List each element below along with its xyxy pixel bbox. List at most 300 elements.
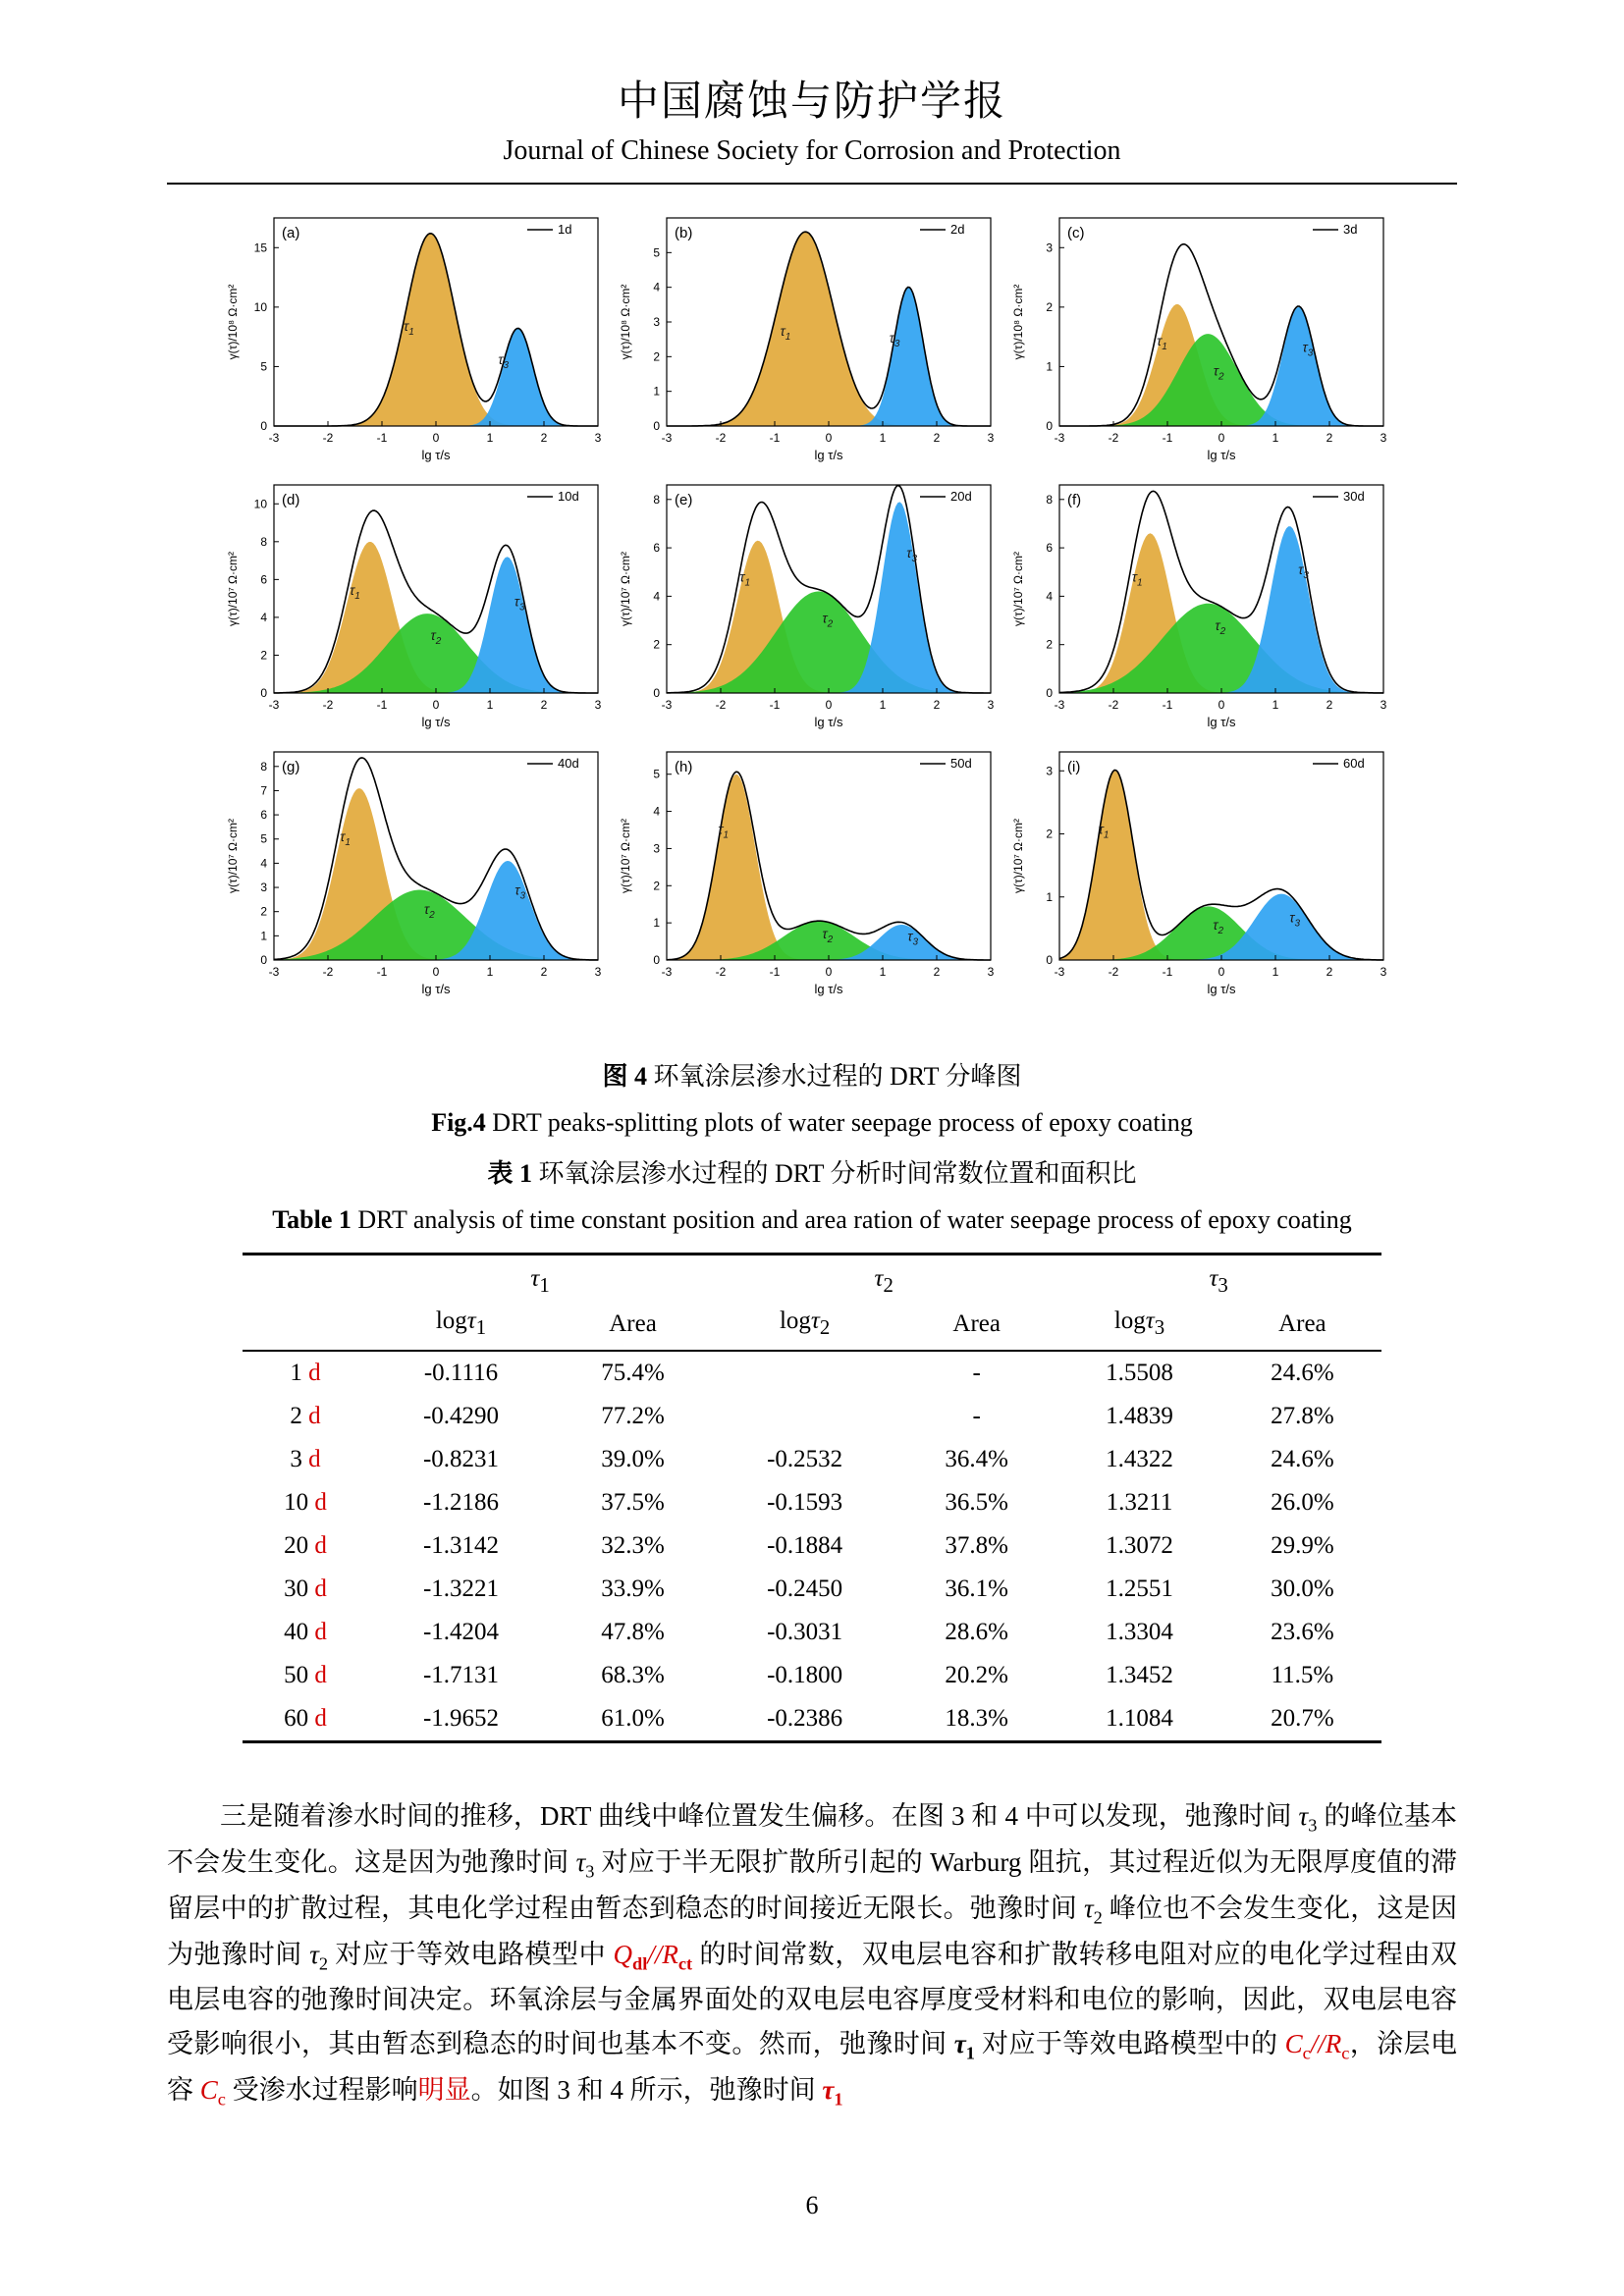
text-run: 明显 bbox=[417, 2075, 471, 2106]
table1-subheader-empty bbox=[243, 1300, 368, 1351]
drt-chart-d bbox=[223, 473, 608, 730]
table-row bbox=[243, 1481, 1381, 1524]
y-tick-label: 4 bbox=[653, 280, 660, 294]
x-tick-label: 0 bbox=[1218, 698, 1225, 712]
drt-subplot-e bbox=[616, 473, 1008, 730]
cell-logt1: -1.7131 bbox=[422, 1662, 500, 1688]
cell-area2: 28.6% bbox=[945, 1619, 1008, 1645]
x-tick-label: 2 bbox=[933, 965, 941, 979]
x-tick-label: 0 bbox=[432, 431, 440, 445]
cell-area3: 29.9% bbox=[1271, 1532, 1334, 1559]
legend-label: 40d bbox=[558, 756, 579, 771]
x-tick-label: 2 bbox=[1326, 965, 1333, 979]
x-tick-label: 2 bbox=[1326, 698, 1333, 712]
y-tick-label: 5 bbox=[653, 767, 660, 781]
table1-col-area1: Area bbox=[554, 1300, 712, 1351]
x-tick-label: 0 bbox=[825, 965, 833, 979]
y-tick-label: 1 bbox=[653, 384, 660, 399]
panel-label: (d) bbox=[282, 492, 300, 508]
tau2-annotation: $\tau_2$ bbox=[822, 926, 834, 946]
text-run: 1 bbox=[834, 2089, 843, 2109]
tau3-annotation: $\tau_3$ bbox=[1302, 339, 1314, 359]
y-tick-label: 2 bbox=[653, 879, 660, 893]
table1-col-logtau3: logτ$_3$ bbox=[1056, 1300, 1222, 1351]
y-tick-label: 2 bbox=[653, 637, 660, 652]
table1-caption-cn bbox=[167, 1153, 1457, 1190]
text-run: ct bbox=[677, 1952, 693, 1973]
text-run: 2 bbox=[1093, 1907, 1103, 1928]
tau1-annotation: $\tau_1$ bbox=[340, 828, 351, 849]
x-tick-label: -3 bbox=[661, 431, 673, 445]
x-tick-label: 1 bbox=[1272, 965, 1279, 979]
y-tick-label: 8 bbox=[653, 492, 660, 507]
x-axis-label: lg τ/s bbox=[814, 448, 843, 462]
x-tick-label: 0 bbox=[1218, 431, 1225, 445]
tau1-annotation: $\tau_1$ bbox=[718, 821, 730, 841]
cell-logt2: -0.2386 bbox=[767, 1705, 843, 1732]
cell-logt3: 1.4839 bbox=[1106, 1403, 1173, 1429]
x-axis-label: lg τ/s bbox=[421, 448, 451, 462]
x-tick-label: 1 bbox=[486, 965, 494, 979]
x-tick-label: 3 bbox=[1380, 431, 1387, 445]
y-tick-label: 6 bbox=[1046, 541, 1053, 556]
text-run: τ bbox=[309, 1939, 319, 1969]
legend-label: 1d bbox=[558, 222, 572, 237]
journal-title-en: Journal of Chinese Society for Corrosion and Protection bbox=[503, 135, 1121, 166]
y-axis-label: γ(τ)/10⁷ Ω·cm² bbox=[1011, 551, 1025, 627]
x-axis-label: lg τ/s bbox=[1207, 448, 1236, 462]
cell-logt2: -0.1800 bbox=[767, 1662, 843, 1688]
text-run: 对应于等效电路模型中的 bbox=[974, 2029, 1285, 2059]
text-run: 2 bbox=[318, 1952, 329, 1973]
drt-subplot-g bbox=[223, 740, 616, 997]
cell-area1: 68.3% bbox=[601, 1662, 665, 1688]
cell-logt1: -1.2186 bbox=[422, 1489, 500, 1516]
y-axis-label: γ(τ)/10⁸ Ω·cm² bbox=[619, 284, 632, 360]
tau3-annotation: $\tau_3$ bbox=[514, 593, 525, 614]
y-tick-label: 5 bbox=[653, 245, 660, 260]
cell-area2: 18.3% bbox=[945, 1705, 1008, 1732]
table1-col-area3: Area bbox=[1223, 1300, 1381, 1351]
table1-group-tau2: $\tau_2$ bbox=[874, 1265, 893, 1297]
table1-subheader-row bbox=[243, 1300, 1381, 1351]
drt-subplot-f bbox=[1008, 473, 1401, 730]
x-tick-label: 1 bbox=[486, 431, 494, 445]
y-tick-label: 1 bbox=[1046, 359, 1053, 374]
figure4-caption-cn-label: 图 4 bbox=[602, 1062, 648, 1091]
text-run: Q bbox=[613, 1939, 633, 1969]
y-tick-label: 8 bbox=[260, 534, 267, 549]
cell-logt3: 1.4322 bbox=[1106, 1446, 1173, 1472]
cell-logt3: 1.1084 bbox=[1106, 1705, 1173, 1732]
cell-area1: 61.0% bbox=[601, 1705, 665, 1732]
x-tick-label: -2 bbox=[715, 698, 727, 712]
figure4-caption-en bbox=[167, 1108, 1457, 1138]
tau3-annotation: $\tau_3$ bbox=[1298, 561, 1309, 582]
cell-logt3: 1.3304 bbox=[1106, 1619, 1173, 1645]
panel-label: (e) bbox=[675, 492, 693, 508]
cell-day: 2 d bbox=[290, 1403, 321, 1429]
cell-area3: 24.6% bbox=[1271, 1360, 1334, 1386]
tau1-annotation: $\tau_1$ bbox=[404, 318, 414, 339]
y-axis-label: γ(τ)/10⁷ Ω·cm² bbox=[226, 551, 240, 627]
text-run: C bbox=[199, 2075, 218, 2106]
x-tick-label: -2 bbox=[322, 965, 334, 979]
tau1-annotation: $\tau_1$ bbox=[780, 323, 791, 344]
x-tick-label: 3 bbox=[987, 965, 995, 979]
x-tick-label: -2 bbox=[715, 431, 727, 445]
cell-logt3: 1.3072 bbox=[1106, 1532, 1173, 1559]
text-run: τ bbox=[1298, 1801, 1309, 1831]
y-tick-label: 8 bbox=[1046, 492, 1053, 507]
legend-label: 3d bbox=[1343, 222, 1358, 237]
y-tick-label: 1 bbox=[260, 929, 267, 943]
legend-label: 2d bbox=[950, 222, 965, 237]
text-run: 的峰位基本不会发生变化。这是因为弛豫时间 bbox=[167, 1801, 1458, 1877]
text-run: // bbox=[1310, 2029, 1326, 2059]
legend-label: 30d bbox=[1343, 489, 1365, 504]
tau2-annotation: $\tau_2$ bbox=[1213, 362, 1224, 383]
y-tick-label: 3 bbox=[1046, 764, 1053, 778]
legend-label: 50d bbox=[950, 756, 972, 771]
panel-label: (f) bbox=[1067, 492, 1082, 508]
legend-label: 60d bbox=[1343, 756, 1365, 771]
x-tick-label: -1 bbox=[1162, 698, 1173, 712]
table1-caption-cn-label: 表 1 bbox=[487, 1159, 533, 1188]
cell-area3: 27.8% bbox=[1271, 1403, 1334, 1429]
cell-area1: 33.9% bbox=[601, 1575, 665, 1602]
legend-label: 10d bbox=[558, 489, 579, 504]
x-tick-label: 3 bbox=[1380, 965, 1387, 979]
cell-logt2: -0.1884 bbox=[767, 1532, 843, 1559]
cell-day: 50 d bbox=[284, 1662, 327, 1688]
panel-label: (b) bbox=[675, 225, 693, 241]
panel-label: (c) bbox=[1067, 225, 1085, 241]
drt-subplot-h bbox=[616, 740, 1008, 997]
x-tick-label: 2 bbox=[540, 965, 548, 979]
x-tick-label: 1 bbox=[879, 965, 887, 979]
cell-logt3: 1.5508 bbox=[1106, 1360, 1173, 1386]
table1-group-row bbox=[243, 1255, 1381, 1301]
panel-label: (i) bbox=[1067, 759, 1081, 775]
y-tick-label: 2 bbox=[260, 648, 267, 663]
table1-col-logtau2: logτ$_2$ bbox=[712, 1300, 897, 1351]
cell-area2: - bbox=[972, 1360, 981, 1386]
cell-area1: 39.0% bbox=[601, 1446, 665, 1472]
text-run: 峰位也不会发生变化，这是因为弛豫时间 bbox=[167, 1893, 1458, 1969]
x-tick-label: -3 bbox=[1054, 431, 1065, 445]
text-run: 3 bbox=[585, 1861, 595, 1882]
text-run: C bbox=[1284, 2029, 1303, 2059]
cell-day: 30 d bbox=[284, 1575, 327, 1602]
x-tick-label: -3 bbox=[661, 965, 673, 979]
x-tick-label: -3 bbox=[268, 965, 280, 979]
y-tick-label: 2 bbox=[260, 904, 267, 919]
cell-day: 40 d bbox=[284, 1619, 327, 1645]
y-tick-label: 2 bbox=[1046, 299, 1053, 314]
table1-caption-cn-text: 环氧涂层渗水过程的 DRT 分析时间常数位置和面积比 bbox=[532, 1159, 1137, 1188]
cell-logt1: -0.4290 bbox=[422, 1403, 500, 1429]
x-tick-label: 3 bbox=[594, 431, 602, 445]
drt-chart-h bbox=[616, 740, 1001, 997]
page-number: 6 bbox=[805, 2190, 819, 2219]
cell-logt2 bbox=[712, 1395, 897, 1438]
y-tick-label: 1 bbox=[1046, 889, 1053, 904]
x-tick-label: 0 bbox=[1218, 965, 1225, 979]
text-run: c bbox=[217, 2089, 226, 2109]
x-axis-label: lg τ/s bbox=[421, 982, 451, 996]
text-run: R bbox=[1325, 2029, 1342, 2059]
drt-subplot-i bbox=[1008, 740, 1401, 997]
text-run: 3 bbox=[1308, 1815, 1318, 1836]
y-tick-label: 0 bbox=[260, 953, 267, 967]
figure4-caption-en-text: DRT peaks-splitting plots of water seepage process of epoxy coating bbox=[485, 1108, 1193, 1137]
peak-tau1 bbox=[667, 232, 991, 426]
y-axis-label: γ(τ)/10⁷ Ω·cm² bbox=[619, 551, 632, 627]
cell-logt1: -0.1116 bbox=[423, 1360, 499, 1386]
tau2-annotation: $\tau_2$ bbox=[1215, 616, 1226, 637]
y-tick-label: 2 bbox=[1046, 827, 1053, 841]
panel-label: (g) bbox=[282, 759, 300, 775]
x-tick-label: -1 bbox=[1162, 431, 1173, 445]
table-row bbox=[243, 1438, 1381, 1481]
drt-chart-i bbox=[1008, 740, 1393, 997]
table-row bbox=[243, 1654, 1381, 1697]
cell-logt3: 1.3452 bbox=[1106, 1662, 1173, 1688]
tau1-annotation: $\tau_1$ bbox=[1098, 821, 1110, 841]
cell-logt2: -0.2532 bbox=[767, 1446, 843, 1472]
y-tick-label: 3 bbox=[653, 841, 660, 856]
y-tick-label: 0 bbox=[653, 953, 660, 967]
text-run: R bbox=[662, 1939, 678, 1969]
table1-caption-en bbox=[167, 1205, 1457, 1235]
y-tick-label: 8 bbox=[260, 759, 267, 774]
cell-logt1: -0.8231 bbox=[422, 1446, 500, 1472]
cell-area2: 36.4% bbox=[945, 1446, 1008, 1472]
y-tick-label: 0 bbox=[260, 419, 267, 433]
text-run: c bbox=[1341, 2043, 1350, 2063]
y-axis-label: γ(τ)/10⁷ Ω·cm² bbox=[1011, 818, 1025, 894]
drt-chart-a bbox=[223, 206, 608, 463]
x-tick-label: 2 bbox=[1326, 431, 1333, 445]
cell-area1: 47.8% bbox=[601, 1619, 665, 1645]
x-tick-label: -1 bbox=[376, 698, 388, 712]
cell-area3: 24.6% bbox=[1271, 1446, 1334, 1472]
x-tick-label: 0 bbox=[432, 965, 440, 979]
tau1-annotation: $\tau_1$ bbox=[350, 581, 360, 602]
table-row bbox=[243, 1568, 1381, 1611]
x-tick-label: 3 bbox=[594, 698, 602, 712]
text-run: 三是随着渗水时间的推移，DRT 曲线中峰位置发生偏移。在图 3 和 4 中可以发现，弛豫时间 bbox=[220, 1801, 1299, 1831]
table1-col-logtau1: logτ$_1$ bbox=[368, 1300, 554, 1351]
table1-corner-cell bbox=[243, 1255, 368, 1301]
drt-subplot-b bbox=[616, 206, 1008, 463]
text-run: 受渗水过程影响 bbox=[225, 2075, 418, 2106]
y-tick-label: 3 bbox=[260, 881, 267, 895]
text-run: τ bbox=[575, 1846, 586, 1877]
drt-chart-g bbox=[223, 740, 608, 997]
x-tick-label: 2 bbox=[540, 431, 548, 445]
x-tick-label: -2 bbox=[322, 431, 334, 445]
cell-area1: 37.5% bbox=[601, 1489, 665, 1516]
y-tick-label: 2 bbox=[1046, 637, 1053, 652]
y-tick-label: 6 bbox=[260, 572, 267, 587]
y-tick-label: 4 bbox=[260, 856, 267, 871]
tau3-annotation: $\tau_3$ bbox=[906, 544, 918, 564]
panel-label: (a) bbox=[282, 225, 300, 241]
text-run: // bbox=[647, 1939, 663, 1969]
cell-area3: 11.5% bbox=[1271, 1662, 1334, 1688]
table1-group-tau3: $\tau_3$ bbox=[1209, 1265, 1228, 1297]
y-tick-label: 1 bbox=[653, 916, 660, 931]
y-tick-label: 6 bbox=[653, 541, 660, 556]
text-run: τ bbox=[953, 2029, 966, 2059]
cell-day: 10 d bbox=[284, 1489, 327, 1516]
text-run: c bbox=[1302, 2043, 1311, 2063]
y-tick-label: 7 bbox=[260, 783, 267, 798]
y-tick-label: 2 bbox=[653, 349, 660, 364]
drt-subplot-c bbox=[1008, 206, 1401, 463]
x-tick-label: 1 bbox=[879, 698, 887, 712]
x-tick-label: -3 bbox=[661, 698, 673, 712]
y-tick-label: 0 bbox=[1046, 686, 1053, 700]
x-axis-label: lg τ/s bbox=[1207, 715, 1236, 729]
y-tick-label: 0 bbox=[1046, 419, 1053, 433]
tau2-annotation: $\tau_2$ bbox=[430, 627, 442, 648]
y-tick-label: 4 bbox=[653, 804, 660, 819]
cell-logt3: 1.2551 bbox=[1106, 1575, 1173, 1602]
table1-head bbox=[243, 1255, 1381, 1352]
table1 bbox=[243, 1253, 1381, 1743]
table1-body bbox=[243, 1351, 1381, 1742]
drt-chart-e bbox=[616, 473, 1001, 730]
figure4-caption-en-label: Fig.4 bbox=[431, 1108, 486, 1137]
x-tick-label: -3 bbox=[268, 431, 280, 445]
tau3-annotation: $\tau_3$ bbox=[1289, 909, 1301, 930]
x-tick-label: 3 bbox=[987, 698, 995, 712]
y-tick-label: 0 bbox=[1046, 953, 1053, 967]
y-axis-label: γ(τ)/10⁸ Ω·cm² bbox=[1011, 284, 1025, 360]
y-axis-label: γ(τ)/10⁷ Ω·cm² bbox=[619, 818, 632, 894]
table-row bbox=[243, 1395, 1381, 1438]
tau2-annotation: $\tau_2$ bbox=[822, 610, 834, 630]
x-tick-label: 3 bbox=[987, 431, 995, 445]
cell-area3: 23.6% bbox=[1271, 1619, 1334, 1645]
drt-subplot-a bbox=[223, 206, 616, 463]
x-tick-label: 1 bbox=[1272, 698, 1279, 712]
text-run: 1 bbox=[965, 2043, 975, 2063]
tau3-annotation: $\tau_3$ bbox=[907, 928, 919, 948]
tau3-annotation: $\tau_3$ bbox=[889, 330, 900, 350]
table1-caption-en-text: DRT analysis of time constant position and area ration of water seepage process of epoxy coating bbox=[351, 1205, 1352, 1234]
figure4-caption-cn-text: 环氧涂层渗水过程的 DRT 分峰图 bbox=[647, 1062, 1022, 1091]
x-tick-label: -1 bbox=[769, 965, 781, 979]
text-run: 的时间常数，双电层电容和扩散转移电阻对应的电化学过程由双电层电容的弛豫时间决定。环氧涂层与金属界面处的双电层电容厚度受材料和电位的影响，因此，双电层电容受影响很小，其由暂态到稳态的时间也基本不变。然而，弛豫时间 bbox=[167, 1939, 1458, 2059]
cell-area3: 20.7% bbox=[1271, 1705, 1334, 1732]
tau1-annotation: $\tau_1$ bbox=[1157, 333, 1167, 353]
table-row bbox=[243, 1697, 1381, 1742]
text-run: τ bbox=[822, 2075, 835, 2106]
x-axis-label: lg τ/s bbox=[1207, 982, 1236, 996]
text-run: dl bbox=[632, 1952, 648, 1973]
panel-label: (h) bbox=[675, 759, 693, 775]
tau3-annotation: $\tau_3$ bbox=[514, 881, 526, 902]
y-tick-label: 4 bbox=[653, 589, 660, 604]
cell-logt2: -0.3031 bbox=[767, 1619, 843, 1645]
drt-chart-c bbox=[1008, 206, 1393, 463]
text-run: ，涂层电容 bbox=[167, 2029, 1458, 2106]
cell-logt2: -0.2450 bbox=[767, 1575, 843, 1602]
x-tick-label: -2 bbox=[322, 698, 334, 712]
cell-area2: 20.2% bbox=[945, 1662, 1008, 1688]
x-tick-label: 2 bbox=[933, 698, 941, 712]
cell-area2: 36.5% bbox=[945, 1489, 1008, 1516]
y-tick-label: 0 bbox=[260, 686, 267, 700]
x-tick-label: 0 bbox=[432, 698, 440, 712]
x-tick-label: 1 bbox=[1272, 431, 1279, 445]
tau1-annotation: $\tau_1$ bbox=[1131, 568, 1143, 589]
cell-area1: 75.4% bbox=[601, 1360, 665, 1386]
cell-area3: 30.0% bbox=[1271, 1575, 1334, 1602]
tau2-annotation: $\tau_2$ bbox=[1213, 917, 1224, 937]
x-tick-label: 1 bbox=[879, 431, 887, 445]
body-paragraph bbox=[167, 1794, 1457, 2114]
cell-logt1: -1.3221 bbox=[422, 1575, 500, 1602]
x-tick-label: 3 bbox=[594, 965, 602, 979]
y-axis-label: γ(τ)/10⁷ Ω·cm² bbox=[226, 818, 240, 894]
cell-area2: 36.1% bbox=[945, 1575, 1008, 1602]
header-rule bbox=[167, 183, 1457, 185]
cell-logt3: 1.3211 bbox=[1106, 1489, 1173, 1516]
x-tick-label: -3 bbox=[1054, 698, 1065, 712]
x-tick-label: 0 bbox=[825, 431, 833, 445]
cell-day: 20 d bbox=[284, 1532, 327, 1559]
y-tick-label: 6 bbox=[260, 808, 267, 823]
text-run: 。如图 3 和 4 所示，弛豫时间 bbox=[470, 2075, 823, 2106]
y-tick-label: 3 bbox=[653, 315, 660, 329]
table-row bbox=[243, 1524, 1381, 1568]
cell-day: 1 d bbox=[290, 1360, 321, 1386]
y-tick-label: 3 bbox=[1046, 240, 1053, 255]
y-tick-label: 10 bbox=[253, 299, 267, 314]
y-axis-label: γ(τ)/10⁸ Ω·cm² bbox=[226, 284, 240, 360]
tau1-annotation: $\tau_1$ bbox=[739, 568, 751, 589]
x-tick-label: -2 bbox=[1108, 431, 1119, 445]
cell-day: 60 d bbox=[284, 1705, 327, 1732]
x-axis-label: lg τ/s bbox=[421, 715, 451, 729]
x-axis-label: lg τ/s bbox=[814, 982, 843, 996]
journal-title-cn: 中国腐蚀与防护学报 bbox=[617, 80, 1006, 125]
y-tick-label: 10 bbox=[253, 497, 267, 511]
tau3-annotation: $\tau_3$ bbox=[498, 351, 510, 372]
x-tick-label: -2 bbox=[715, 965, 727, 979]
x-tick-label: -1 bbox=[376, 431, 388, 445]
x-tick-label: -1 bbox=[769, 431, 781, 445]
y-tick-label: 15 bbox=[253, 240, 267, 255]
figure4-grid bbox=[218, 206, 1406, 997]
x-tick-label: -1 bbox=[769, 698, 781, 712]
x-tick-label: 2 bbox=[933, 431, 941, 445]
table1-group-tau1: $\tau_1$ bbox=[530, 1265, 550, 1297]
x-tick-label: -2 bbox=[1108, 698, 1119, 712]
cell-area1: 32.3% bbox=[601, 1532, 665, 1559]
cell-area2: 37.8% bbox=[945, 1532, 1008, 1559]
x-tick-label: 2 bbox=[540, 698, 548, 712]
drt-chart-f bbox=[1008, 473, 1393, 730]
x-tick-label: -2 bbox=[1108, 965, 1119, 979]
cell-logt1: -1.4204 bbox=[422, 1619, 500, 1645]
cell-logt2 bbox=[712, 1351, 897, 1395]
